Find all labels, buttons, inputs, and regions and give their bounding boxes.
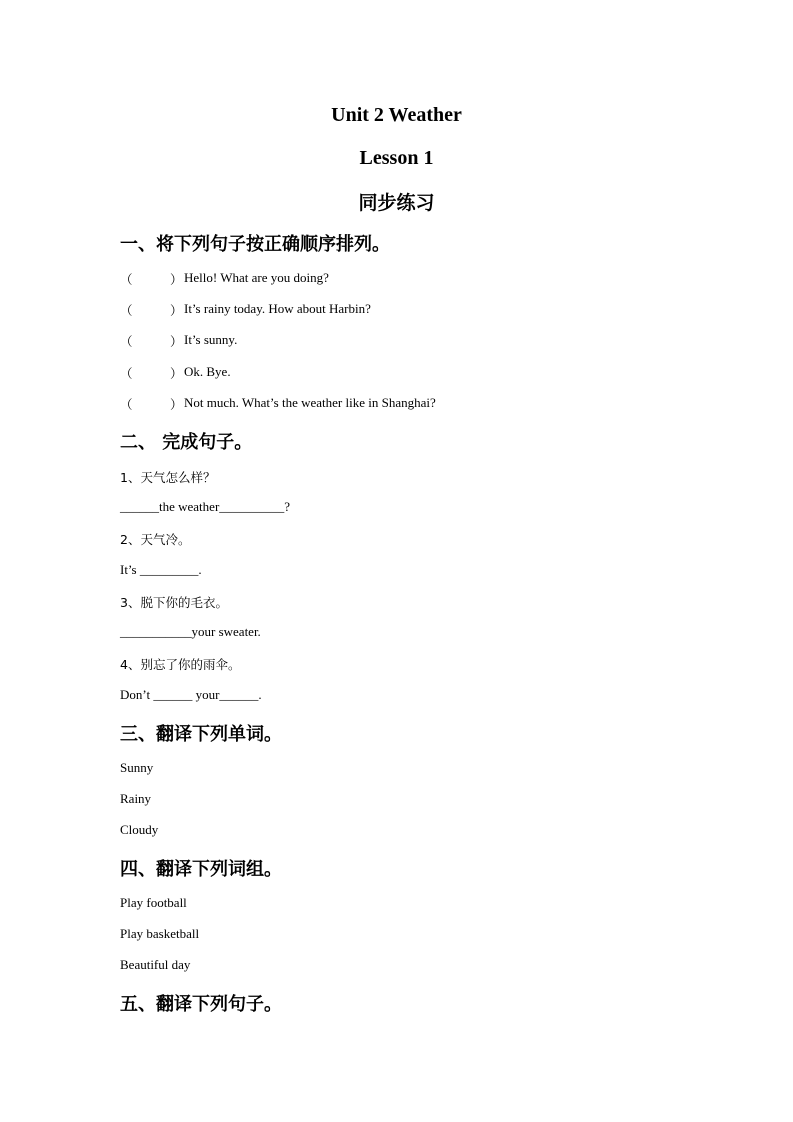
fill-in-sentence: ___________your sweater. bbox=[120, 624, 261, 639]
order-item bbox=[120, 395, 720, 413]
fill-in-sentence: Don’t ______ your______. bbox=[120, 687, 262, 702]
section2-heading: 二、 完成句子。 bbox=[120, 432, 253, 453]
section3-heading: 三、翻译下列单词。 bbox=[120, 724, 282, 745]
word-item: Sunny bbox=[120, 760, 154, 775]
paren-open: （ bbox=[120, 397, 133, 412]
order-item-text: Not much. What’s the weather like in Shanghai? bbox=[184, 395, 436, 410]
exercise-subtitle: 同步练习 bbox=[358, 192, 435, 214]
chinese-prompt: 1、天气怎么样？ bbox=[120, 470, 216, 485]
unit-title: Unit 2 Weather bbox=[331, 104, 462, 126]
fill-in-sentence: It’s _________. bbox=[120, 562, 202, 577]
phrase-item: Play basketball bbox=[120, 926, 200, 941]
paren-open: （ bbox=[120, 303, 133, 318]
paren-close: ） bbox=[170, 334, 183, 349]
fill-in-sentence: ______the weather__________? bbox=[120, 499, 291, 514]
word-item: Cloudy bbox=[120, 822, 159, 837]
paren-open: （ bbox=[120, 334, 133, 349]
order-item bbox=[120, 301, 720, 319]
lesson-title: Lesson 1 bbox=[359, 147, 434, 169]
chinese-prompt: 2、天气冷。 bbox=[120, 532, 191, 547]
phrase-item: Beautiful day bbox=[120, 957, 191, 972]
order-item-text: Ok. Bye. bbox=[184, 364, 231, 379]
section5-heading: 五、翻译下列句子。 bbox=[120, 994, 282, 1015]
order-item-text: It’s sunny. bbox=[184, 332, 238, 347]
chinese-prompt: 4、别忘了你的雨伞。 bbox=[120, 657, 241, 672]
chinese-prompt: 3、脱下你的毛衣。 bbox=[120, 595, 228, 610]
paren-close: ） bbox=[170, 366, 183, 381]
section1-heading: 一、将下列句子按正确顺序排列。 bbox=[120, 234, 390, 255]
order-item bbox=[120, 332, 720, 350]
paren-open: （ bbox=[120, 366, 133, 381]
phrase-item: Play football bbox=[120, 895, 187, 910]
section4-heading: 四、翻译下列词组。 bbox=[120, 859, 282, 880]
order-item-text: It’s rainy today. How about Harbin? bbox=[184, 301, 371, 316]
paren-open: （ bbox=[120, 272, 133, 287]
order-item bbox=[120, 270, 720, 288]
paren-close: ） bbox=[170, 397, 183, 412]
word-item: Rainy bbox=[120, 791, 152, 806]
order-item bbox=[120, 364, 720, 382]
order-item-text: Hello! What are you doing? bbox=[184, 270, 329, 285]
paren-close: ） bbox=[170, 272, 183, 287]
paren-close: ） bbox=[170, 303, 183, 318]
